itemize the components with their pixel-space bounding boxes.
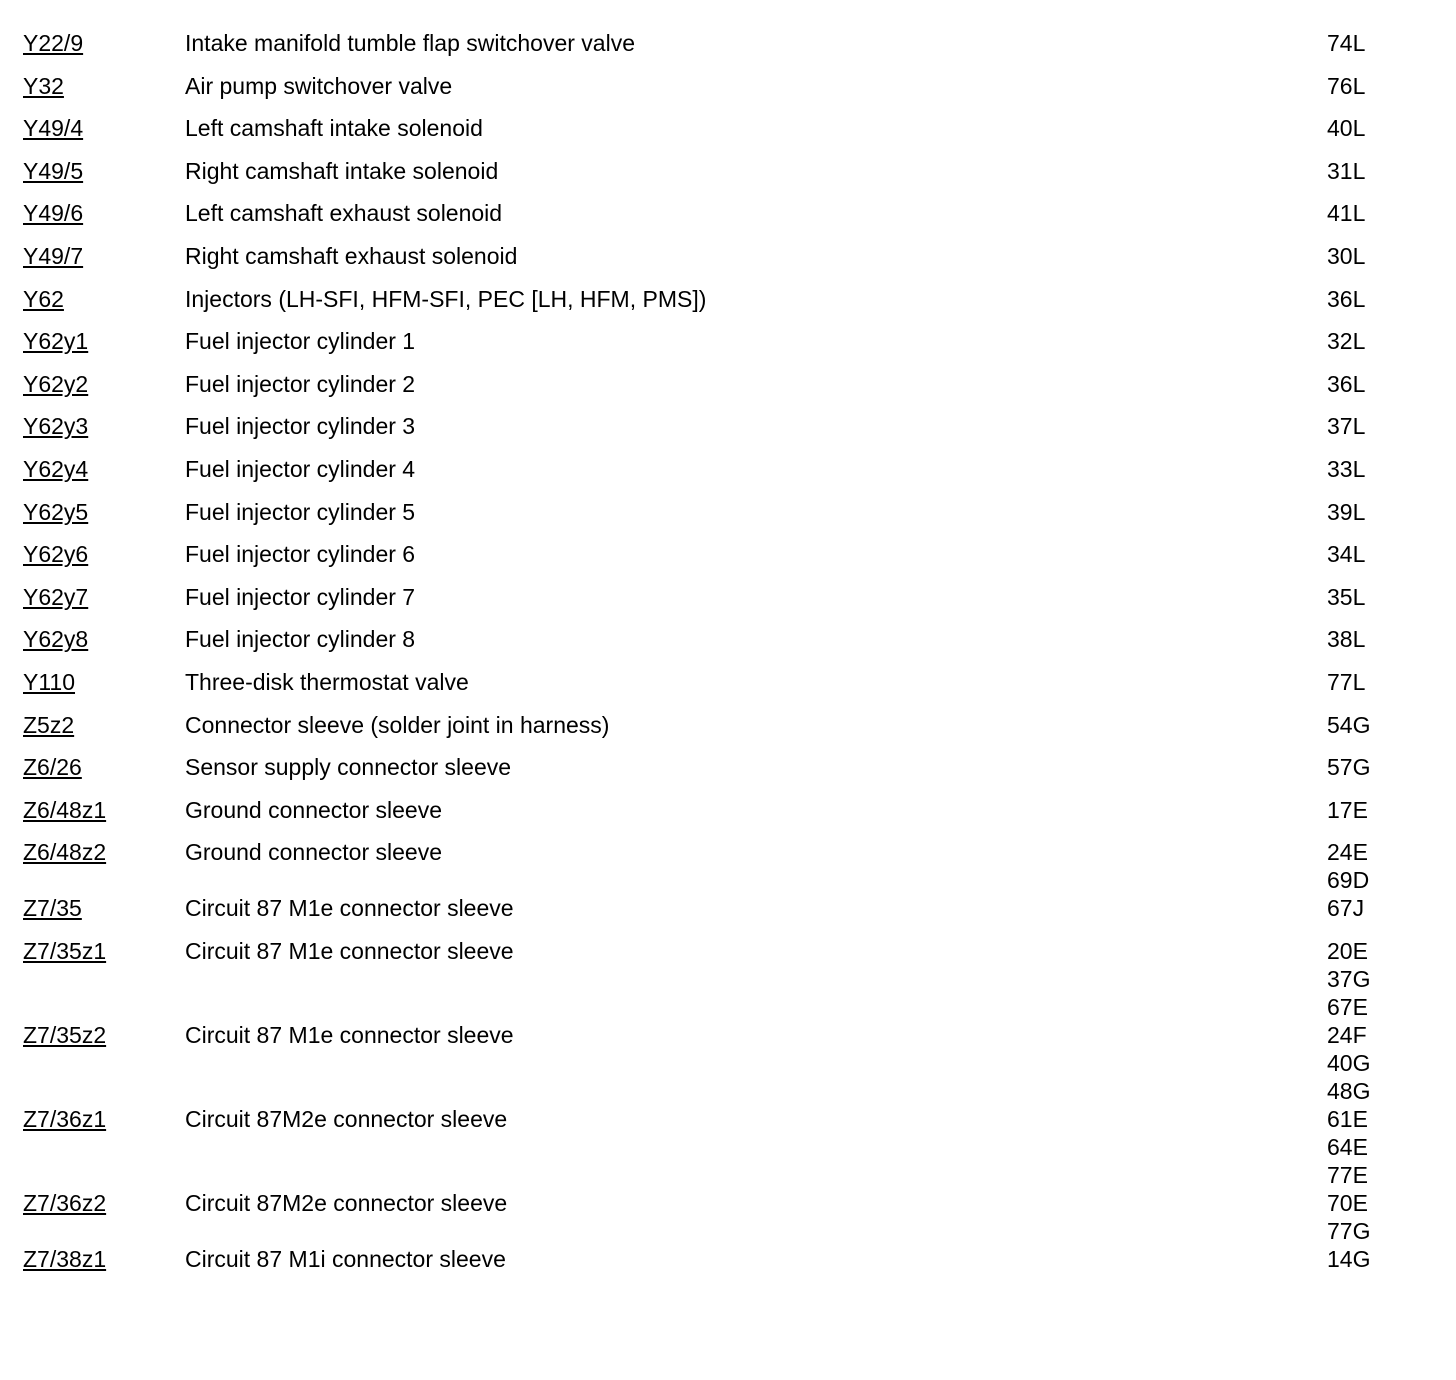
component-row xyxy=(0,838,1456,894)
grid-location: 57G xyxy=(1327,754,1371,781)
component-code-link[interactable]: Z6/26 xyxy=(23,754,82,781)
component-description: Circuit 87M2e connector sleeve xyxy=(185,1105,508,1132)
grid-location: 77E xyxy=(1327,1161,1368,1188)
grid-location: 76L xyxy=(1327,72,1366,99)
grid-location: 32L xyxy=(1327,328,1366,355)
component-code-cell xyxy=(0,498,185,526)
component-row xyxy=(0,29,1456,72)
component-description: Right camshaft exhaust solenoid xyxy=(185,242,518,269)
component-code-link[interactable]: Y62y6 xyxy=(23,541,89,568)
grid-location-list xyxy=(1327,157,1427,185)
component-row xyxy=(0,412,1456,455)
component-code-link[interactable]: Z6/48z1 xyxy=(23,796,107,823)
grid-location-list xyxy=(1327,1021,1427,1105)
component-row xyxy=(0,796,1456,839)
component-description: Left camshaft exhaust solenoid xyxy=(185,200,503,227)
component-code-cell xyxy=(0,583,185,611)
grid-location: 38L xyxy=(1327,626,1366,653)
component-description: Fuel injector cylinder 1 xyxy=(185,328,416,355)
grid-location: 77G xyxy=(1327,1217,1371,1244)
component-row xyxy=(0,455,1456,498)
component-description: Circuit 87 M1e connector sleeve xyxy=(185,895,514,922)
component-code-link[interactable]: Y62 xyxy=(23,285,64,312)
grid-location: 39L xyxy=(1327,498,1366,525)
component-row xyxy=(0,370,1456,413)
component-code-cell xyxy=(0,894,185,922)
grid-location: 67J xyxy=(1327,895,1365,922)
component-code-link[interactable]: Z7/36z1 xyxy=(23,1105,107,1132)
component-row xyxy=(0,1189,1456,1245)
component-description: Fuel injector cylinder 7 xyxy=(185,583,416,610)
component-row xyxy=(0,753,1456,796)
component-description: Three-disk thermostat valve xyxy=(185,668,469,695)
grid-location: 20E xyxy=(1327,937,1368,964)
component-code-cell xyxy=(0,540,185,568)
component-code-link[interactable]: Y22/9 xyxy=(23,30,84,56)
component-code-cell xyxy=(0,711,185,739)
grid-location-list xyxy=(1327,370,1427,398)
component-description: Intake manifold tumble flap switchover valve xyxy=(185,30,635,56)
grid-location: 30L xyxy=(1327,242,1366,269)
component-code-link[interactable]: Y62y1 xyxy=(23,328,89,355)
component-code-cell xyxy=(0,668,185,696)
component-code-cell xyxy=(0,327,185,355)
grid-location-list xyxy=(1327,29,1427,57)
component-description: Ground connector sleeve xyxy=(185,796,442,823)
grid-location: 40G xyxy=(1327,1049,1371,1076)
component-description: Fuel injector cylinder 4 xyxy=(185,455,416,482)
component-code-cell xyxy=(0,114,185,142)
component-description: Injectors (LH-SFI, HFM-SFI, PEC [LH, HFM, PMS]) xyxy=(185,285,707,312)
component-code-link[interactable]: Z6/48z2 xyxy=(23,839,107,866)
component-row xyxy=(0,199,1456,242)
component-code-cell xyxy=(0,72,185,100)
component-row xyxy=(0,498,1456,541)
grid-location: 40L xyxy=(1327,115,1366,142)
grid-location-list xyxy=(1327,455,1427,483)
grid-location-list xyxy=(1327,1189,1427,1245)
component-description: Fuel injector cylinder 3 xyxy=(185,413,416,440)
component-description: Circuit 87 M1e connector sleeve xyxy=(185,937,514,964)
grid-location-list xyxy=(1327,242,1427,270)
grid-location: 34L xyxy=(1327,541,1366,568)
component-description: Ground connector sleeve xyxy=(185,839,442,866)
grid-location-list xyxy=(1327,1245,1427,1273)
component-description: Fuel injector cylinder 2 xyxy=(185,370,416,397)
grid-location: 74L xyxy=(1327,30,1366,56)
component-description: Circuit 87 M1i connector sleeve xyxy=(185,1245,506,1272)
component-row xyxy=(0,1105,1456,1189)
grid-location: 37G xyxy=(1327,965,1371,992)
grid-location: 54G xyxy=(1327,711,1371,738)
grid-location-list xyxy=(1327,412,1427,440)
component-code-cell xyxy=(0,455,185,483)
component-code-link[interactable]: Z7/35z1 xyxy=(23,937,107,964)
component-code-link[interactable]: Y62y7 xyxy=(23,583,89,610)
grid-location-list xyxy=(1327,498,1427,526)
component-row xyxy=(0,1021,1456,1105)
component-code-cell xyxy=(0,625,185,653)
component-row xyxy=(0,540,1456,583)
component-description: Fuel injector cylinder 5 xyxy=(185,498,416,525)
component-row xyxy=(0,285,1456,328)
component-description: Circuit 87M2e connector sleeve xyxy=(185,1189,508,1216)
grid-location: 77L xyxy=(1327,668,1366,695)
component-code-link[interactable]: Z7/35 xyxy=(23,895,82,922)
component-code-cell xyxy=(0,412,185,440)
grid-location-list xyxy=(1327,114,1427,142)
grid-location: 17E xyxy=(1327,796,1368,823)
component-row xyxy=(0,1245,1456,1288)
component-row xyxy=(0,157,1456,200)
component-code-cell xyxy=(0,1189,185,1217)
component-row xyxy=(0,72,1456,115)
component-code-cell xyxy=(0,1245,185,1273)
component-code-link[interactable]: Y49/4 xyxy=(23,115,84,142)
component-code-cell xyxy=(0,937,185,965)
grid-location: 48G xyxy=(1327,1077,1371,1104)
grid-location-list xyxy=(1327,894,1427,922)
component-code-cell xyxy=(0,1021,185,1049)
grid-location: 36L xyxy=(1327,370,1366,397)
grid-location-list xyxy=(1327,199,1427,227)
grid-location-list xyxy=(1327,668,1427,696)
grid-location: 24E xyxy=(1327,839,1368,866)
component-description: Circuit 87 M1e connector sleeve xyxy=(185,1021,514,1048)
grid-location-list xyxy=(1327,625,1427,653)
component-code-cell xyxy=(0,29,185,57)
grid-location: 36L xyxy=(1327,285,1366,312)
component-description: Connector sleeve (solder joint in harness) xyxy=(185,711,610,738)
component-code-link[interactable]: Y62y3 xyxy=(23,413,89,440)
component-code-link[interactable]: Y62y2 xyxy=(23,370,89,397)
component-row xyxy=(0,894,1456,937)
grid-location-list xyxy=(1327,753,1427,781)
component-code-cell xyxy=(0,1105,185,1133)
component-code-link[interactable]: Y49/5 xyxy=(23,157,84,184)
component-description: Sensor supply connector sleeve xyxy=(185,754,512,781)
component-code-link[interactable]: Z7/38z1 xyxy=(23,1245,107,1272)
component-row xyxy=(0,625,1456,668)
component-row xyxy=(0,937,1456,1021)
component-description: Right camshaft intake solenoid xyxy=(185,157,499,184)
component-row xyxy=(0,114,1456,157)
component-code-cell xyxy=(0,838,185,866)
grid-location: 69D xyxy=(1327,867,1370,894)
grid-location: 24F xyxy=(1327,1021,1367,1048)
component-row xyxy=(0,583,1456,626)
grid-location: 64E xyxy=(1327,1133,1368,1160)
component-code-link[interactable]: Y62y4 xyxy=(23,455,89,482)
grid-location: 61E xyxy=(1327,1105,1368,1132)
component-code-cell xyxy=(0,242,185,270)
component-code-cell xyxy=(0,285,185,313)
grid-location-list xyxy=(1327,711,1427,739)
grid-location: 33L xyxy=(1327,455,1366,482)
grid-location-list xyxy=(1327,72,1427,100)
component-code-link[interactable]: Y62y8 xyxy=(23,626,89,653)
component-code-cell xyxy=(0,370,185,398)
component-description: Fuel injector cylinder 8 xyxy=(185,626,416,653)
component-code-cell xyxy=(0,157,185,185)
component-description: Fuel injector cylinder 6 xyxy=(185,541,416,568)
component-row xyxy=(0,242,1456,285)
grid-location: 67E xyxy=(1327,993,1368,1020)
component-code-cell xyxy=(0,796,185,824)
component-code-link[interactable]: Y49/6 xyxy=(23,200,84,227)
grid-location-list xyxy=(1327,1105,1427,1189)
grid-location-list xyxy=(1327,327,1427,355)
grid-location-list xyxy=(1327,583,1427,611)
grid-location-list xyxy=(1327,838,1427,894)
grid-location-list xyxy=(1327,285,1427,313)
grid-location: 37L xyxy=(1327,413,1366,440)
component-row xyxy=(0,668,1456,711)
component-code-link[interactable]: Y110 xyxy=(23,668,76,695)
grid-location-list xyxy=(1327,796,1427,824)
grid-location: 41L xyxy=(1327,200,1366,227)
grid-location: 35L xyxy=(1327,583,1366,610)
component-description: Left camshaft intake solenoid xyxy=(185,115,483,142)
component-description: Air pump switchover valve xyxy=(185,72,453,99)
component-row xyxy=(0,711,1456,754)
component-code-link[interactable]: Z7/35z2 xyxy=(23,1021,107,1048)
grid-location: 31L xyxy=(1327,157,1366,184)
component-code-link[interactable]: Z5z2 xyxy=(23,711,75,738)
grid-location: 70E xyxy=(1327,1189,1368,1216)
component-code-cell xyxy=(0,199,185,227)
component-code-link[interactable]: Y49/7 xyxy=(23,242,84,269)
component-code-link[interactable]: Y62y5 xyxy=(23,498,89,525)
component-code-link[interactable]: Z7/36z2 xyxy=(23,1189,107,1216)
component-code-link[interactable]: Y32 xyxy=(23,72,64,99)
component-code-cell xyxy=(0,753,185,781)
grid-location: 14G xyxy=(1327,1245,1371,1272)
component-row xyxy=(0,327,1456,370)
grid-location-list xyxy=(1327,937,1427,1021)
grid-location-list xyxy=(1327,540,1427,568)
